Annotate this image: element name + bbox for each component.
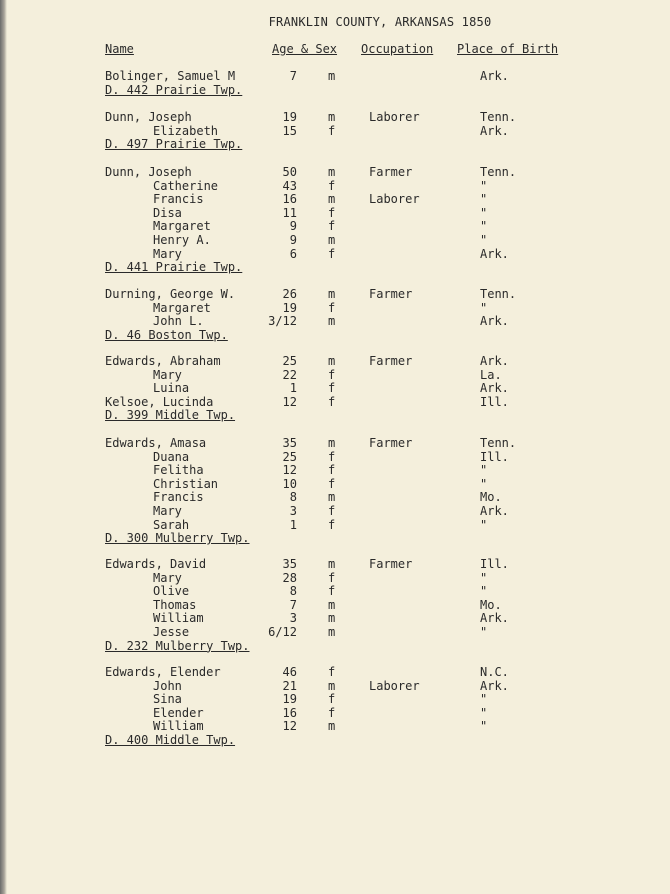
person-age: 12 bbox=[282, 394, 297, 409]
person-row bbox=[0, 180, 670, 194]
person-age: 3 bbox=[289, 611, 297, 626]
dwelling-number: D. 399 Middle Twp. bbox=[105, 408, 236, 423]
person-name: Catherine bbox=[153, 178, 219, 193]
header-occupation: Occupation bbox=[361, 42, 434, 56]
person-age: 46 bbox=[282, 665, 297, 679]
person-name: Mary bbox=[153, 367, 182, 382]
person-row bbox=[0, 382, 670, 396]
household-2 bbox=[0, 111, 670, 152]
person-age: 1 bbox=[289, 381, 297, 396]
person-name: William bbox=[153, 719, 204, 734]
person-birthplace: Ark. bbox=[480, 503, 509, 518]
person-name: Christian bbox=[153, 476, 219, 491]
person-name: Edwards, David bbox=[105, 557, 207, 571]
person-age: 12 bbox=[282, 463, 297, 478]
person-row bbox=[0, 234, 670, 248]
page-title: FRANKLIN COUNTY, ARKANSAS 1850 bbox=[268, 15, 492, 29]
person-birthplace: N.C. bbox=[480, 665, 509, 679]
person-age: 22 bbox=[282, 367, 297, 382]
person-sex: f bbox=[328, 219, 336, 234]
person-name: Mary bbox=[153, 503, 182, 518]
person-name: Sarah bbox=[153, 517, 190, 532]
person-age: 50 bbox=[282, 165, 297, 179]
person-sex: f bbox=[328, 476, 336, 491]
person-name: Bolinger, Samuel M bbox=[105, 69, 236, 83]
person-row bbox=[0, 437, 670, 451]
dwelling-number: D. 442 Prairie Twp. bbox=[105, 82, 243, 97]
header-name: Name bbox=[105, 42, 134, 56]
person-row bbox=[0, 558, 670, 572]
person-sex: f bbox=[328, 205, 336, 220]
dwelling-number: D. 46 Boston Twp. bbox=[105, 327, 228, 342]
person-age: 12 bbox=[282, 719, 297, 734]
person-row bbox=[0, 166, 670, 180]
person-sex: f bbox=[328, 178, 336, 193]
person-birthplace: " bbox=[480, 205, 488, 220]
person-birthplace: " bbox=[480, 570, 488, 585]
person-birthplace: Ark. bbox=[480, 246, 509, 261]
dwelling-number: D. 400 Middle Twp. bbox=[105, 732, 236, 747]
person-row bbox=[0, 585, 670, 599]
person-name: Elizabeth bbox=[153, 123, 219, 138]
household-3 bbox=[0, 166, 670, 275]
person-name: Margaret bbox=[153, 300, 211, 315]
dwelling-line bbox=[0, 84, 670, 98]
person-name: Durning, George W. bbox=[105, 287, 236, 301]
person-row bbox=[0, 666, 670, 680]
person-occupation: Laborer bbox=[369, 678, 420, 693]
person-birthplace: Tenn. bbox=[480, 165, 517, 179]
person-age: 6 bbox=[289, 246, 297, 261]
person-name: Thomas bbox=[153, 597, 197, 612]
person-row bbox=[0, 478, 670, 492]
person-row bbox=[0, 626, 670, 640]
person-birthplace: " bbox=[480, 692, 488, 707]
person-age: 7 bbox=[289, 69, 297, 83]
person-birthplace: " bbox=[480, 300, 488, 315]
person-birthplace: " bbox=[480, 719, 488, 734]
dwelling-number: D. 300 Mulberry Twp. bbox=[105, 531, 250, 546]
person-name: Olive bbox=[153, 584, 190, 599]
person-row bbox=[0, 248, 670, 262]
person-row bbox=[0, 355, 670, 369]
person-birthplace: Ark. bbox=[480, 678, 509, 693]
person-name: Disa bbox=[153, 205, 182, 220]
person-age: 7 bbox=[289, 597, 297, 612]
dwelling-line bbox=[0, 640, 670, 654]
person-age: 16 bbox=[282, 192, 297, 207]
person-name: Francis bbox=[153, 490, 204, 505]
person-sex: m bbox=[328, 287, 336, 301]
person-row bbox=[0, 599, 670, 613]
person-row bbox=[0, 125, 670, 139]
person-birthplace: " bbox=[480, 705, 488, 720]
person-occupation: Laborer bbox=[369, 110, 420, 124]
person-sex: f bbox=[328, 449, 336, 464]
person-birthplace: Tenn. bbox=[480, 436, 517, 450]
person-row bbox=[0, 693, 670, 707]
person-name: Edwards, Amasa bbox=[105, 436, 207, 450]
dwelling-number: D. 232 Mulberry Twp. bbox=[105, 638, 250, 653]
person-name: Duana bbox=[153, 449, 190, 464]
person-age: 8 bbox=[289, 490, 297, 505]
person-age: 16 bbox=[282, 705, 297, 720]
person-occupation: Farmer bbox=[369, 165, 413, 179]
person-name: Elender bbox=[153, 705, 204, 720]
household-6 bbox=[0, 437, 670, 546]
person-birthplace: " bbox=[480, 178, 488, 193]
dwelling-number: D. 441 Prairie Twp. bbox=[105, 260, 243, 275]
person-birthplace: Tenn. bbox=[480, 287, 517, 301]
person-birthplace: " bbox=[480, 192, 488, 207]
header-age-sex: Age & Sex bbox=[272, 42, 338, 56]
person-sex: f bbox=[328, 381, 336, 396]
person-birthplace: " bbox=[480, 476, 488, 491]
person-birthplace: " bbox=[480, 219, 488, 234]
person-age: 19 bbox=[282, 692, 297, 707]
person-row bbox=[0, 680, 670, 694]
person-name: William bbox=[153, 611, 204, 626]
person-sex: m bbox=[328, 678, 336, 693]
person-sex: m bbox=[328, 69, 336, 83]
person-birthplace: Ark. bbox=[480, 314, 509, 329]
dwelling-line bbox=[0, 138, 670, 152]
household-1 bbox=[0, 70, 670, 97]
person-name: Margaret bbox=[153, 219, 211, 234]
person-birthplace: Ill. bbox=[480, 449, 509, 464]
person-row bbox=[0, 315, 670, 329]
person-row bbox=[0, 464, 670, 478]
household-5 bbox=[0, 355, 670, 423]
dwelling-line bbox=[0, 261, 670, 275]
dwelling-line bbox=[0, 329, 670, 343]
person-name: Francis bbox=[153, 192, 204, 207]
person-name: Jesse bbox=[153, 624, 190, 639]
person-occupation: Farmer bbox=[369, 436, 413, 450]
person-name: Edwards, Elender bbox=[105, 665, 221, 679]
person-name: Mary bbox=[153, 246, 182, 261]
person-name: Felitha bbox=[153, 463, 204, 478]
person-age: 35 bbox=[282, 557, 297, 571]
person-sex: m bbox=[328, 165, 336, 179]
dwelling-line bbox=[0, 409, 670, 423]
person-occupation: Laborer bbox=[369, 192, 420, 207]
person-sex: m bbox=[328, 232, 336, 247]
person-row bbox=[0, 572, 670, 586]
person-row bbox=[0, 505, 670, 519]
household-8 bbox=[0, 666, 670, 748]
person-occupation: Farmer bbox=[369, 354, 413, 368]
person-occupation: Farmer bbox=[369, 287, 413, 301]
dwelling-line bbox=[0, 532, 670, 546]
person-age: 19 bbox=[282, 110, 297, 124]
person-age: 8 bbox=[289, 584, 297, 599]
person-birthplace: " bbox=[480, 584, 488, 599]
person-birthplace: " bbox=[480, 624, 488, 639]
person-name: Kelsoe, Lucinda bbox=[105, 394, 214, 409]
person-name: Edwards, Abraham bbox=[105, 354, 221, 368]
person-birthplace: Ill. bbox=[480, 394, 509, 409]
person-birthplace: " bbox=[480, 517, 488, 532]
header-place-of-birth: Place of Birth bbox=[457, 42, 559, 56]
person-name: Dunn, Joseph bbox=[105, 165, 192, 179]
person-age: 15 bbox=[282, 123, 297, 138]
person-birthplace: Ark. bbox=[480, 611, 509, 626]
person-sex: m bbox=[328, 192, 336, 207]
person-sex: f bbox=[328, 705, 336, 720]
person-row bbox=[0, 111, 670, 125]
person-sex: f bbox=[328, 367, 336, 382]
person-sex: m bbox=[328, 611, 336, 626]
person-age: 28 bbox=[282, 570, 297, 585]
person-sex: f bbox=[328, 503, 336, 518]
person-birthplace: " bbox=[480, 463, 488, 478]
person-sex: m bbox=[328, 557, 336, 571]
person-sex: m bbox=[328, 597, 336, 612]
person-name: Dunn, Joseph bbox=[105, 110, 192, 124]
person-birthplace: Ark. bbox=[480, 123, 509, 138]
person-age: 3/12 bbox=[268, 314, 297, 329]
dwelling-number: D. 497 Prairie Twp. bbox=[105, 137, 243, 152]
person-birthplace: Mo. bbox=[480, 597, 502, 612]
person-row bbox=[0, 193, 670, 207]
person-age: 26 bbox=[282, 287, 297, 301]
person-sex: f bbox=[328, 517, 336, 532]
person-row bbox=[0, 519, 670, 533]
person-age: 43 bbox=[282, 178, 297, 193]
person-sex: m bbox=[328, 624, 336, 639]
person-age: 6/12 bbox=[268, 624, 297, 639]
person-name: Henry A. bbox=[153, 232, 211, 247]
person-age: 9 bbox=[289, 219, 297, 234]
household-4 bbox=[0, 288, 670, 342]
person-sex: m bbox=[328, 436, 336, 450]
person-row bbox=[0, 707, 670, 721]
person-age: 10 bbox=[282, 476, 297, 491]
person-row bbox=[0, 220, 670, 234]
person-name: Luina bbox=[153, 381, 190, 396]
person-row bbox=[0, 491, 670, 505]
person-row bbox=[0, 369, 670, 383]
person-age: 3 bbox=[289, 503, 297, 518]
person-row bbox=[0, 720, 670, 734]
person-sex: f bbox=[328, 123, 336, 138]
person-sex: f bbox=[328, 570, 336, 585]
person-sex: f bbox=[328, 692, 336, 707]
person-sex: m bbox=[328, 314, 336, 329]
person-occupation: Farmer bbox=[369, 557, 413, 571]
person-row bbox=[0, 288, 670, 302]
person-row bbox=[0, 612, 670, 626]
person-age: 11 bbox=[282, 205, 297, 220]
person-row bbox=[0, 70, 670, 84]
person-sex: f bbox=[328, 394, 336, 409]
person-age: 1 bbox=[289, 517, 297, 532]
person-birthplace: " bbox=[480, 232, 488, 247]
person-sex: m bbox=[328, 490, 336, 505]
person-birthplace: Mo. bbox=[480, 490, 502, 505]
person-row bbox=[0, 396, 670, 410]
person-name: Sina bbox=[153, 692, 182, 707]
person-name: Mary bbox=[153, 570, 182, 585]
person-sex: m bbox=[328, 719, 336, 734]
person-row bbox=[0, 207, 670, 221]
person-row bbox=[0, 451, 670, 465]
person-sex: f bbox=[328, 665, 336, 679]
dwelling-line bbox=[0, 734, 670, 748]
person-sex: f bbox=[328, 463, 336, 478]
person-sex: f bbox=[328, 584, 336, 599]
person-sex: f bbox=[328, 246, 336, 261]
person-age: 21 bbox=[282, 678, 297, 693]
person-birthplace: Ark. bbox=[480, 69, 509, 83]
person-name: John bbox=[153, 678, 182, 693]
person-birthplace: Ark. bbox=[480, 381, 509, 396]
person-age: 35 bbox=[282, 436, 297, 450]
person-age: 25 bbox=[282, 449, 297, 464]
person-sex: m bbox=[328, 354, 336, 368]
person-row bbox=[0, 302, 670, 316]
person-birthplace: Ark. bbox=[480, 354, 509, 368]
person-sex: m bbox=[328, 110, 336, 124]
person-age: 19 bbox=[282, 300, 297, 315]
person-name: John L. bbox=[153, 314, 204, 329]
person-birthplace: La. bbox=[480, 367, 502, 382]
person-birthplace: Tenn. bbox=[480, 110, 517, 124]
person-age: 9 bbox=[289, 232, 297, 247]
person-birthplace: Ill. bbox=[480, 557, 509, 571]
person-sex: f bbox=[328, 300, 336, 315]
person-age: 25 bbox=[282, 354, 297, 368]
household-7 bbox=[0, 558, 670, 653]
